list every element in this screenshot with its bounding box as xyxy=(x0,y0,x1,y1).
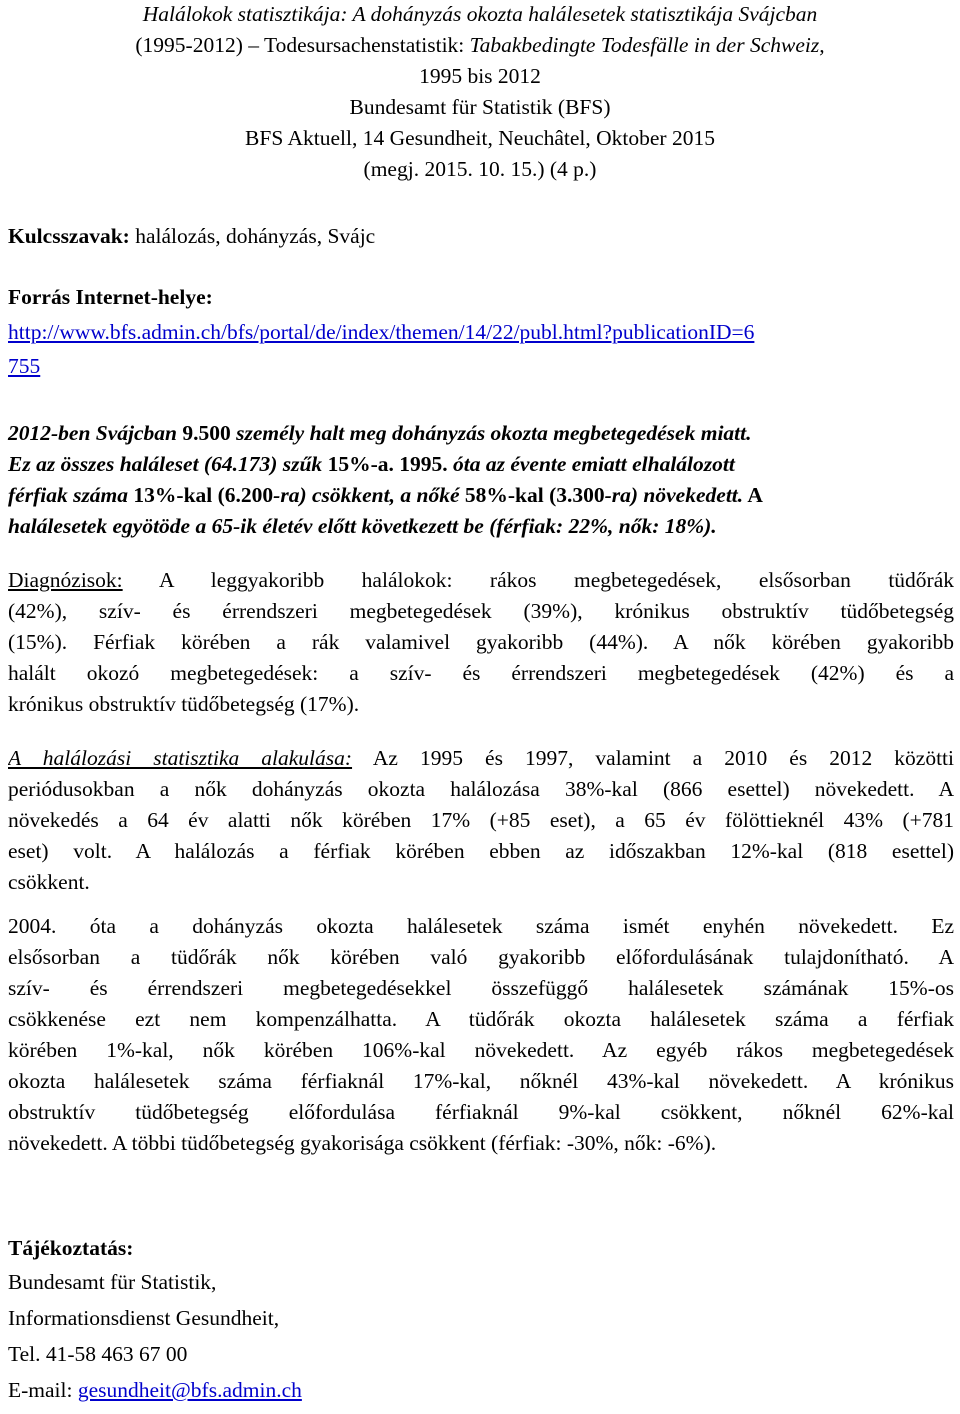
diagnoses-line: (42%), szív- és érrendszeri megbetegedések (39%), krónikus obstruktív tüdőbetegség xyxy=(8,599,954,623)
summary-text: óta az évente emiatt elhalálozott xyxy=(447,452,735,476)
diagnoses-line: krónikus obstruktív tüdőbetegség (17%). xyxy=(8,692,360,716)
paragraph-line: csökkenése ezt nem kompenzálhatta. A tüdőrák okozta halálesetek száma a férfiak xyxy=(8,1007,954,1031)
summary-number: 15%-a. 1995. xyxy=(322,452,448,476)
summary-line xyxy=(8,450,735,478)
paragraph-line: obstruktív tüdőbetegség előfordulása férfiaknál 9%-kal csökkent, nőknél 62%-kal xyxy=(8,1100,954,1124)
keywords-label: Kulcsszavak: xyxy=(8,224,130,248)
publication-date: (megj. 2015. 10. 15.) (4 p.) xyxy=(363,157,597,181)
trend-line xyxy=(8,744,954,772)
title-text: (1995-2012) – Todesursachenstatistik: xyxy=(135,33,470,57)
contact-label: Tájékoztatás: xyxy=(8,1236,134,1260)
summary-number: 9.500 xyxy=(177,421,231,445)
summary-number: 58%-kal (3.300 xyxy=(459,483,605,507)
diagnoses-line: halált okozó megbetegedések: a szív- és érrendszeri megbetegedések (42%) és a xyxy=(8,661,954,685)
summary-line: halálesetek egyötöde a 65-ik életév előtt következett be (férfiak: 22%, nők: 18%). xyxy=(8,514,717,538)
email-label: E-mail: xyxy=(8,1378,78,1402)
paragraph-line: 2004. óta a dohányzás okozta halálesetek száma ismét enyhén növekedett. Ez xyxy=(8,914,954,938)
paragraph-line: szív- és érrendszeri megbetegedésekkel összefüggő halálesetek számának 15%-os xyxy=(8,976,954,1000)
summary-text: A xyxy=(743,483,763,507)
trend-text: Az 1995 és 1997, valamint a 2010 és 2012 közötti xyxy=(352,746,954,770)
keywords-value: halálozás, dohányzás, Svájc xyxy=(129,224,376,248)
contact-email-line xyxy=(8,1376,302,1404)
title-german: Tabakbedingte Todesfälle in der Schweiz, xyxy=(469,33,825,57)
paragraph-line: elsősorban a tüdőrák nők körében való gyakoribb előfordulásának tulajdonítható. A xyxy=(8,945,954,969)
summary-line xyxy=(8,419,752,447)
keywords xyxy=(8,222,375,250)
publication-info: BFS Aktuell, 14 Gesundheit, Neuchâtel, Oktober 2015 xyxy=(245,126,715,150)
title-line: Halálokok statisztikája: A dohányzás okozta halálesetek statisztikája Svájcban xyxy=(142,2,818,26)
trend-line: periódusokban a nők dohányzás okozta halálozása 38%-kal (866 esettel) növekedett. A xyxy=(8,777,954,801)
summary-text: személy halt meg dohányzás okozta megbetegedések miatt. xyxy=(230,421,752,445)
publisher: Bundesamt für Statistik (BFS) xyxy=(349,95,611,119)
trend-label: A halálozási statisztika alakulása: xyxy=(8,746,353,770)
summary-line xyxy=(8,481,763,509)
diagnoses-text: A leggyakoribb halálokok: rákos megbetegedések, elsősorban tüdőrák xyxy=(122,568,954,592)
trend-line: eset) volt. A halálozás a férfiak körében ebben az időszakban 12%-kal (818 esettel) xyxy=(8,839,954,863)
title-line xyxy=(0,31,960,59)
diagnoses-label: Diagnózisok: xyxy=(8,568,123,592)
title-years: 1995 bis 2012 xyxy=(419,64,541,88)
diagnoses-line xyxy=(8,566,954,594)
summary-text: Ez az összes haláleset (64.173) szűk xyxy=(8,452,323,476)
email-link[interactable]: gesundheit@bfs.admin.ch xyxy=(77,1378,302,1402)
diagnoses-line: (15%). Férfiak körében a rák valamivel gyakoribb (44%). A nők körében gyakoribb xyxy=(8,630,954,654)
summary-text: -ra) növekedett. xyxy=(604,483,744,507)
contact-phone: Tel. 41-58 463 67 00 xyxy=(8,1342,188,1366)
source-url[interactable]: http://www.bfs.admin.ch/bfs/portal/de/index/themen/14/22/publ.html?publicationID=6 xyxy=(8,320,755,344)
paragraph-line: körében 1%-kal, nők körében 106%-kal növekedett. Az egyéb rákos megbetegedések xyxy=(8,1038,954,1062)
summary-text: 2012-ben Svájcban xyxy=(8,421,178,445)
summary-text: férfiak száma xyxy=(8,483,129,507)
trend-line: csökkent. xyxy=(8,870,90,894)
contact-line: Informationsdienst Gesundheit, xyxy=(8,1306,280,1330)
paragraph-line: növekedett. A többi tüdőbetegség gyakorisága csökkent (férfiak: -30%, nők: -6%). xyxy=(8,1131,717,1155)
trend-line: növekedés a 64 év alatti nők körében 17% (+85 eset), a 65 év fölöttieknél 43% (+781 xyxy=(8,808,954,832)
source-label: Forrás Internet-helye: xyxy=(8,285,213,309)
paragraph-line: okozta halálesetek száma férfiaknál 17%-kal, nőknél 43%-kal növekedett. A krónikus xyxy=(8,1069,954,1093)
source-url-cont[interactable]: 755 xyxy=(8,354,41,378)
contact-line: Bundesamt für Statistik, xyxy=(8,1270,217,1294)
summary-number: 13%-kal (6.200 xyxy=(128,483,274,507)
summary-text: -ra) csökkent, a nőké xyxy=(273,483,460,507)
